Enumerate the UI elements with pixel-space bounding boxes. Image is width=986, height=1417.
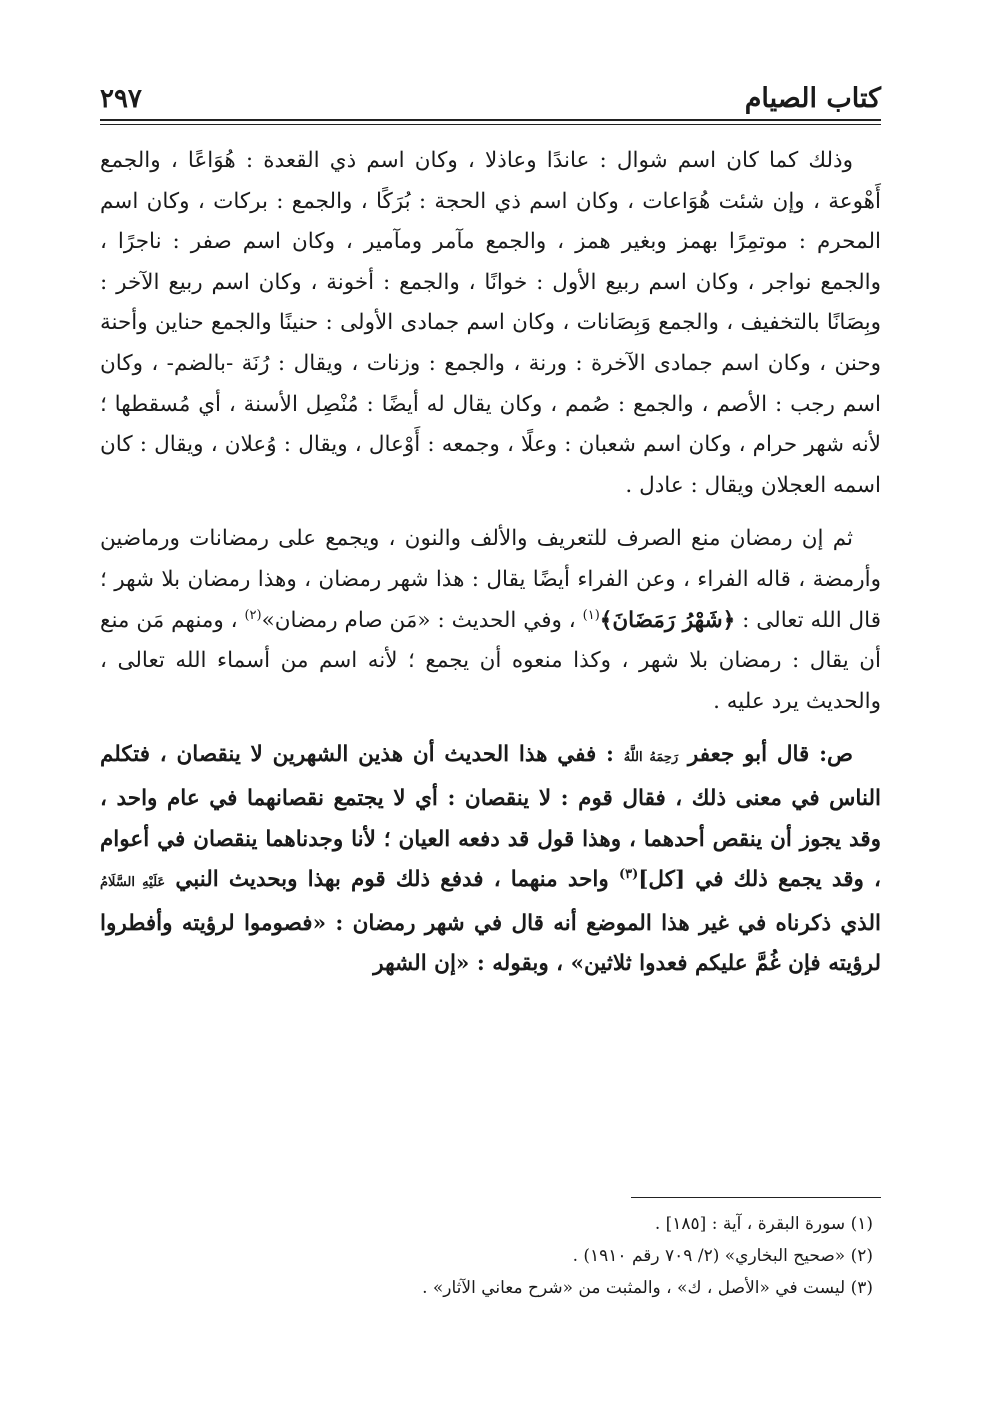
- text-run: ، ومنهم مَن منع أن يقال : رمضان بلا شهر ، وكذا منعوه أن يجمع ؛ لأنه اسم من أسماء الله تعالى ، والحديث يرد عليه .: [100, 607, 881, 714]
- page-number: ٢٩٧: [100, 84, 142, 114]
- honorific: رَحِمَهُ اللَّهُ: [623, 750, 679, 766]
- text-run: ص: قال أبو جعفر: [687, 742, 853, 768]
- header-rule: [100, 119, 881, 121]
- footnote-ref-3[interactable]: (٣): [618, 866, 639, 882]
- running-title: كتاب الصيام: [744, 83, 881, 114]
- paragraph-ramadan: [100, 519, 881, 722]
- footnote-3: (٣) ليست في «الأصل ، ك» ، والمثبت من «شرح معاني الآثار» .: [422, 1278, 873, 1298]
- text-run: ، وفي الحديث : «مَن صام رمضان»: [261, 607, 576, 633]
- body-text: [100, 141, 881, 985]
- page-header: [100, 74, 881, 114]
- footnote-ref-1[interactable]: (١): [582, 607, 600, 623]
- paragraph-main-text: [100, 735, 881, 985]
- text-run: ثم إن رمضان منع الصرف للتعريف والألف والنون ، ويجمع على رمضانات ورماضين وأرمضة ، قاله الفراء ، وعن الفراء أيضًا يقال : هذا شهر رمضان ، وهذا رمضان بلا شهر ؛ قال الله تعالى :: [100, 526, 882, 633]
- footnote-rule: [631, 1197, 881, 1198]
- footnote-2: (٢) «صحيح البخاري» (٢/ ٧٠٩ رقم ١٩١٠) .: [572, 1246, 873, 1266]
- footnotes: [100, 1208, 873, 1304]
- text-run: الذي ذكرناه في غير هذا الموضع أنه قال في شهر رمضان : «فصوموا لرؤيته وأفطروا لرؤيته فإن غُمَّ عليكم فعدوا ثلاثين» ، وبقوله : «إن الشهر: [100, 910, 881, 977]
- footnote-1: (١) سورة البقرة ، آية : [١٨٥] .: [654, 1214, 873, 1234]
- footnote-ref-2[interactable]: (٢): [244, 607, 262, 623]
- quran-verse: ﴿شَهْرُ رَمَضَانَ﴾: [599, 607, 736, 633]
- paragraph-month-names: وذلك كما كان اسم شوال : عاندًا وعاذلا ، وكان اسم ذي القعدة : هُوَاعًا ، والجمع أَهْوعة ، وإن شئت هُوَاعات ، وكان اسم ذي الحجة : بُرَكًا ، والجمع : بركات ، وكان اسم المحرم : موتمِرًا بهمز وبغير همز ، والجمع مآمر ومآمير ، وكان اسم صفر : ناجرًا ، والجمع نواجر ، وكان اسم ربيع الأول : خوانًا ، والجمع : أخونة ، وكان اسم ربيع الآخر : وبِصَانًا بالتخفيف ، والجمع وَبِصَانات ، وكان اسم جمادى الأولى : حنينًا والجمع حناين وأحنة وحنن ، وكان اسم جمادى الآخرة : ورنة ، والجمع : وزنات ، ويقال : رُنَة -بالضم- ، وكان اسم رجب : الأصم ، والجمع : صُمم ، وكان يقال له أيضًا : مُنْصِل الأسنة ، أي مُسقطها ؛ لأنه شهر حرام ، وكان اسم شعبان : وعلًا ، وجمعه : أَوْعال ، ويقال : وُعلان ، ويقال : كان اسمه العجلان ويقال : عادل .: [100, 148, 881, 498]
- honorific: عَلَيْهِ السَّلَامُ: [100, 875, 166, 891]
- text-run: : ففي هذا الحديث أن هذين الشهرين لا ينقصان ، فتكلم الناس في معنى ذلك ، فقال قوم : لا ينقصان : أي لا يجتمع نقصانهما في عام واحد ، وقد يجوز أن ينقص أحدهما ، وهذا قول قد دفعه العيان ؛ لأنا وجدناهما ينقصان في أعوام ، وقد يجمع ذلك في [كل]: [100, 742, 881, 893]
- header-rule-thin: [100, 124, 881, 125]
- text-run: واحد منهما ، فدفع ذلك قوم بهذا وبحديث النبي: [175, 867, 609, 893]
